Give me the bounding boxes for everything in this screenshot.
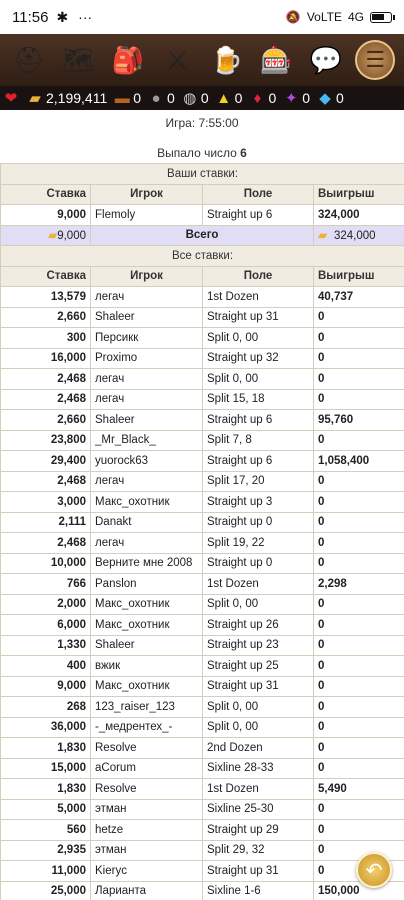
- more-notifications-icon: ···: [78, 9, 93, 25]
- volte-icon: VoLTE: [306, 10, 342, 24]
- resource-value: 0: [336, 90, 344, 106]
- bet-winnings: 0: [314, 615, 404, 636]
- table-row: [1, 881, 404, 900]
- bet-player[interactable]: hetze: [91, 820, 203, 841]
- resource-value: 0: [234, 90, 243, 106]
- back-button[interactable]: [356, 852, 392, 888]
- bet-stake: 5,000: [1, 799, 91, 820]
- bet-field: Split 29, 32: [203, 840, 314, 861]
- bet-player[interactable]: Ларианта: [91, 881, 203, 900]
- column-header-row: [1, 266, 404, 287]
- table-row: [1, 676, 404, 697]
- bet-field: Split 0, 00: [203, 697, 314, 718]
- bet-winnings: 0: [314, 840, 404, 861]
- table-row: [1, 410, 404, 431]
- bet-field: Split 15, 18: [203, 389, 314, 410]
- total-winnings-value: 324,000: [334, 230, 376, 243]
- bet-field: Sixline 25-30: [203, 799, 314, 820]
- bet-field: 2nd Dozen: [203, 738, 314, 759]
- total-row: [1, 225, 404, 246]
- bet-winnings: 0: [314, 738, 404, 759]
- game-time: Игра: 7:55:00: [165, 116, 239, 130]
- diamond-icon: ◆: [319, 90, 331, 107]
- resource-gold: [26, 89, 107, 107]
- game-toolbar: [0, 34, 404, 86]
- menu-button[interactable]: [355, 40, 395, 80]
- bet-winnings: 0: [314, 697, 404, 718]
- table-row: [1, 758, 404, 779]
- bet-field: Straight up 25: [203, 656, 314, 677]
- bet-stake: 400: [1, 656, 91, 677]
- stone-icon: ●: [151, 89, 161, 107]
- bet-stake: 36,000: [1, 717, 91, 738]
- table-row: [1, 697, 404, 718]
- bet-winnings: 0: [314, 512, 404, 533]
- resource-diamond: [316, 89, 344, 107]
- table-row: [1, 635, 404, 656]
- bet-winnings: 0: [314, 348, 404, 369]
- bet-stake: 2,935: [1, 840, 91, 861]
- table-row: [1, 451, 404, 472]
- bet-player[interactable]: Panslon: [91, 574, 203, 595]
- backpack-button[interactable]: [108, 40, 148, 80]
- bet-stake: 25,000: [1, 881, 91, 900]
- bet-player[interactable]: Персикк: [91, 328, 203, 349]
- bet-stake: 1,330: [1, 635, 91, 656]
- bet-stake: 16,000: [1, 348, 91, 369]
- bet-field: Sixline 1-6: [203, 881, 314, 900]
- bet-player[interactable]: легач: [91, 471, 203, 492]
- bet-player[interactable]: Kieryc: [91, 861, 203, 882]
- bet-winnings: 324,000: [314, 205, 404, 226]
- bet-stake: 13,579: [1, 287, 91, 308]
- menu-icon: ☰: [365, 47, 386, 72]
- system-status-bar: [0, 0, 404, 34]
- your-bets-header: [1, 164, 404, 185]
- bet-winnings: 0: [314, 430, 404, 451]
- crossed-swords-button[interactable]: [157, 40, 197, 80]
- column-header: Выигрыш: [314, 184, 404, 205]
- table-row: [1, 820, 404, 841]
- bet-player[interactable]: легач: [91, 389, 203, 410]
- bet-field: Split 17, 20: [203, 471, 314, 492]
- chat-button[interactable]: [306, 40, 346, 80]
- table-row: [1, 512, 404, 533]
- table-row: [1, 389, 404, 410]
- bet-player[interactable]: yuorock63: [91, 451, 203, 472]
- column-header: Ставка: [1, 266, 91, 287]
- table-row: [1, 369, 404, 390]
- bet-player[interactable]: Shaleer: [91, 307, 203, 328]
- crystal-icon: ♦: [253, 89, 262, 107]
- table-row: [1, 779, 404, 800]
- bet-field: Split 19, 22: [203, 533, 314, 554]
- bet-player[interactable]: легач: [91, 287, 203, 308]
- roulette-results: [0, 110, 404, 900]
- heart-icon: ❤: [4, 90, 18, 107]
- table-row: [1, 492, 404, 513]
- battery-icon: [370, 12, 392, 23]
- bet-winnings: 0: [314, 799, 404, 820]
- your-bets-title: Ваши ставки:: [1, 164, 404, 185]
- total-stake: [1, 225, 91, 246]
- bet-player[interactable]: этман: [91, 799, 203, 820]
- bet-stake: 1,830: [1, 779, 91, 800]
- bet-winnings: 0: [314, 389, 404, 410]
- resource-wood: [113, 90, 141, 107]
- bet-stake: 2,468: [1, 533, 91, 554]
- bet-player[interactable]: Верните мне 2008: [91, 553, 203, 574]
- resource-value: 0: [167, 90, 175, 106]
- bet-stake: 3,000: [1, 492, 91, 513]
- table-row: [1, 553, 404, 574]
- bet-field: Straight up 31: [203, 676, 314, 697]
- resource-value: 0: [200, 90, 209, 106]
- bet-winnings: 0: [314, 594, 404, 615]
- bet-winnings: 2,298: [314, 574, 404, 595]
- resource-iron: [181, 89, 209, 107]
- bet-field: Split 0, 00: [203, 594, 314, 615]
- bet-player[interactable]: Proximo: [91, 348, 203, 369]
- bet-stake: 2,468: [1, 389, 91, 410]
- bet-winnings: 40,737: [314, 287, 404, 308]
- gold-icon: ▰: [29, 90, 41, 107]
- bet-stake: 268: [1, 697, 91, 718]
- bet-player[interactable]: вжик: [91, 656, 203, 677]
- bet-winnings: 5,490: [314, 779, 404, 800]
- total-winnings: [314, 225, 404, 246]
- bet-player[interactable]: Макс_охотник: [91, 594, 203, 615]
- bet-player[interactable]: Flemoly: [91, 205, 203, 226]
- game-info: [0, 110, 404, 163]
- bet-player[interactable]: 123_raiser_123: [91, 697, 203, 718]
- dropped-number: 6: [240, 146, 247, 160]
- mute-icon: 🔕: [285, 10, 301, 24]
- column-header: Игрок: [91, 184, 203, 205]
- table-row: [1, 430, 404, 451]
- column-header: Поле: [203, 266, 314, 287]
- bet-winnings: 0: [314, 676, 404, 697]
- bet-field: Sixline 28-33: [203, 758, 314, 779]
- bet-stake: 1,830: [1, 738, 91, 759]
- bet-player[interactable]: Макс_охотник: [91, 676, 203, 697]
- resource-value: 0: [268, 90, 277, 106]
- table-row: [1, 287, 404, 308]
- bet-field: Straight up 0: [203, 553, 314, 574]
- bet-field: Straight up 6: [203, 410, 314, 431]
- table-row: [1, 615, 404, 636]
- signal-icon: 4G: [347, 10, 364, 24]
- clock: 11:56: [12, 8, 49, 26]
- resource-stone: [147, 90, 175, 107]
- resource-sulfur: [215, 90, 243, 107]
- bet-player[interactable]: Макс_охотник: [91, 615, 203, 636]
- bet-winnings: 0: [314, 861, 404, 882]
- bets-table: [0, 163, 404, 900]
- bet-field: Straight up 29: [203, 820, 314, 841]
- column-header: Ставка: [1, 184, 91, 205]
- total-stake-value: 9,000: [57, 230, 86, 243]
- app-notification-icon: ✱: [56, 8, 69, 25]
- bet-field: Split 0, 00: [203, 328, 314, 349]
- bet-winnings: 0: [314, 553, 404, 574]
- table-row: [1, 307, 404, 328]
- bet-winnings: 0: [314, 369, 404, 390]
- bet-stake: 9,000: [1, 205, 91, 226]
- resource-heart: [2, 89, 20, 107]
- back-arrow-icon: ↶: [365, 859, 383, 882]
- bet-winnings: 0: [314, 307, 404, 328]
- table-row: [1, 205, 404, 226]
- bet-winnings: 0: [314, 533, 404, 554]
- table-row: [1, 717, 404, 738]
- bet-stake: 300: [1, 328, 91, 349]
- resource-value: 0: [302, 90, 311, 106]
- bet-stake: 2,660: [1, 307, 91, 328]
- table-row: [1, 656, 404, 677]
- bet-player[interactable]: Shaleer: [91, 410, 203, 431]
- bet-field: Split 0, 00: [203, 717, 314, 738]
- table-row: [1, 799, 404, 820]
- bet-stake: 560: [1, 820, 91, 841]
- table-row: [1, 328, 404, 349]
- bet-field: Straight up 31: [203, 861, 314, 882]
- resource-gems: [282, 89, 310, 107]
- bet-field: 1st Dozen: [203, 779, 314, 800]
- chat-icon: 💬: [309, 45, 342, 75]
- bet-winnings: 0: [314, 492, 404, 513]
- bet-stake: 766: [1, 574, 91, 595]
- bet-winnings: 0: [314, 635, 404, 656]
- bet-winnings: 95,760: [314, 410, 404, 431]
- bet-winnings: 150,000: [314, 881, 404, 900]
- bet-winnings: 0: [314, 758, 404, 779]
- bet-player[interactable]: Макс_охотник: [91, 492, 203, 513]
- bet-field: Straight up 6: [203, 451, 314, 472]
- column-header: Игрок: [91, 266, 203, 287]
- roulette-button[interactable]: [256, 40, 296, 80]
- bet-player[interactable]: -_медрентех_-: [91, 717, 203, 738]
- bet-stake: 10,000: [1, 553, 91, 574]
- bet-winnings: 1,058,400: [314, 451, 404, 472]
- table-row: [1, 471, 404, 492]
- bet-stake: 2,111: [1, 512, 91, 533]
- dropped-number-line: [0, 143, 404, 163]
- bet-stake: 23,800: [1, 430, 91, 451]
- resource-bar: [0, 86, 404, 110]
- bet-winnings: 0: [314, 471, 404, 492]
- bet-winnings: 0: [314, 820, 404, 841]
- table-row: [1, 861, 404, 882]
- iron-icon: ◍: [183, 90, 197, 107]
- warrior-helmet-button[interactable]: [9, 40, 49, 80]
- table-row: [1, 840, 404, 861]
- tavern-mug-button[interactable]: [207, 40, 247, 80]
- bet-player[interactable]: Danakt: [91, 512, 203, 533]
- column-header: Выигрыш: [314, 266, 404, 287]
- bet-player[interactable]: этман: [91, 840, 203, 861]
- bet-player[interactable]: aCorum: [91, 758, 203, 779]
- bet-stake: 2,000: [1, 594, 91, 615]
- resource-value: 0: [133, 90, 142, 106]
- table-row: [1, 574, 404, 595]
- bet-stake: 11,000: [1, 861, 91, 882]
- quest-map-icon: 🗺: [61, 45, 95, 75]
- crossed-swords-icon: ⚔: [165, 45, 189, 75]
- resource-value: 2,199,411: [46, 90, 108, 106]
- bet-stake: 2,468: [1, 471, 91, 492]
- backpack-icon: 🎒: [111, 45, 144, 75]
- all-bets-header: [1, 246, 404, 267]
- table-row: [1, 594, 404, 615]
- bet-stake: 9,000: [1, 676, 91, 697]
- bet-field: 1st Dozen: [203, 574, 314, 595]
- column-header: Поле: [203, 184, 314, 205]
- bet-field: Split 7, 8: [203, 430, 314, 451]
- tavern-mug-icon: 🍺: [210, 45, 243, 75]
- bet-player[interactable]: Shaleer: [91, 635, 203, 656]
- quest-map-button[interactable]: [58, 40, 98, 80]
- resource-crystal: [248, 90, 276, 107]
- bet-field: 1st Dozen: [203, 287, 314, 308]
- gems-icon: ✦: [284, 90, 298, 107]
- roulette-icon: 🎰: [260, 45, 293, 75]
- bet-stake: 6,000: [1, 615, 91, 636]
- table-row: [1, 348, 404, 369]
- table-row: [1, 533, 404, 554]
- bet-player[interactable]: Resolve: [91, 738, 203, 759]
- dropped-number-label: Выпало число: [157, 146, 241, 160]
- bet-field: Straight up 3: [203, 492, 314, 513]
- bet-field: Split 0, 00: [203, 369, 314, 390]
- gold-icon: ▰: [318, 228, 328, 243]
- wood-icon: ▬: [114, 89, 130, 107]
- bet-field: Straight up 0: [203, 512, 314, 533]
- bet-winnings: 0: [314, 656, 404, 677]
- bet-field: Straight up 31: [203, 307, 314, 328]
- bet-player[interactable]: легач: [91, 369, 203, 390]
- gold-icon: ▰: [47, 228, 58, 243]
- warrior-helmet-icon: ⛑: [12, 45, 46, 75]
- bet-player[interactable]: _Mr_Black_: [91, 430, 203, 451]
- all-bets-title: Все ставки:: [1, 246, 404, 267]
- total-label: Всего: [91, 225, 314, 246]
- table-row: [1, 738, 404, 759]
- column-header-row: [1, 184, 404, 205]
- bet-stake: 15,000: [1, 758, 91, 779]
- sulfur-icon: ▲: [216, 89, 232, 107]
- bet-stake: 2,660: [1, 410, 91, 431]
- bet-player[interactable]: легач: [91, 533, 203, 554]
- bet-player[interactable]: Resolve: [91, 779, 203, 800]
- bet-field: Straight up 26: [203, 615, 314, 636]
- bet-field: Straight up 6: [203, 205, 314, 226]
- bet-stake: 2,468: [1, 369, 91, 390]
- bet-field: Straight up 32: [203, 348, 314, 369]
- bet-winnings: 0: [314, 328, 404, 349]
- bet-field: Straight up 23: [203, 635, 314, 656]
- bet-stake: 29,400: [1, 451, 91, 472]
- bet-winnings: 0: [314, 717, 404, 738]
